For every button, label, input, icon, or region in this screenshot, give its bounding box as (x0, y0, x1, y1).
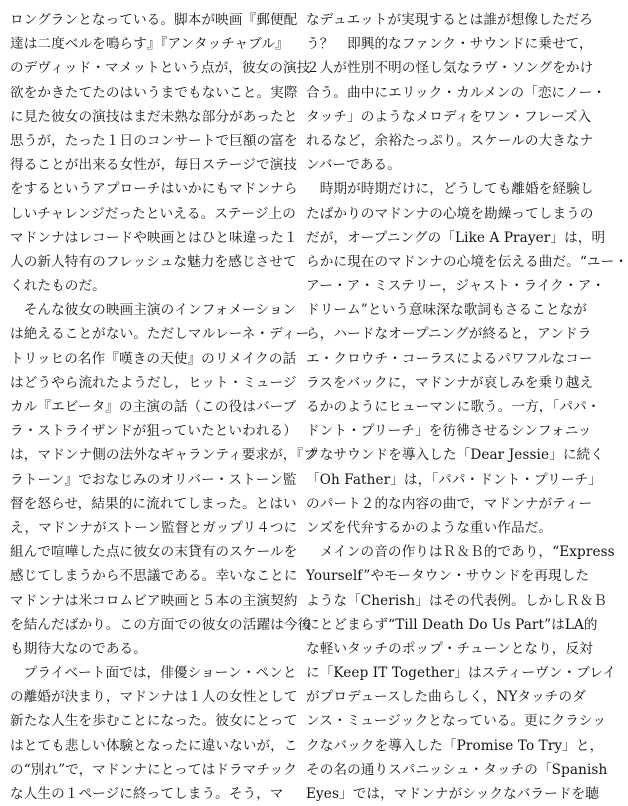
text-line: ような「Cherish」はその代表例。しかしＲ＆Ｂ (306, 592, 607, 609)
text-line: Yourself”やモータウン・サウンドを再現した (306, 568, 590, 585)
text-line: ２人が性別不明の怪し気なラヴ・ソングをかけ (306, 60, 594, 77)
text-line: らかに現在のマドンナの心境を伝える曲だ。“ユー・ (306, 253, 628, 270)
text-line: しいチャレンジだったといえる。ステージ上の (10, 205, 296, 222)
text-line: ンズを代弁するかのような重い作品だ。 (306, 519, 553, 536)
text-line: クなサウンドを導入した「Dear Jessie」に続く (306, 447, 604, 464)
text-line: タッチ」のようなメロディをワン・フレーズ入 (306, 108, 592, 125)
text-line: たばかりのマドンナの心境を勘繰ってしまうの (306, 205, 594, 222)
text-line: う？ 即興的なファンク・サウンドに乗せて， (306, 36, 593, 53)
text-line: にとどまらず“Till Death Do Us Part”はLA的 (306, 616, 598, 633)
text-line: な人生の１ページに終ってしまう。そう，マ (10, 786, 284, 802)
text-line: Eyes」では，マドンナがシックなバラードを聴 (306, 786, 599, 802)
text-line: の離婚が決まり，マドンナは１人の女性として (10, 689, 298, 706)
text-line: を結んだばかり。この方面での彼女の活躍は今後 (10, 616, 312, 633)
text-line: ンス・ミュージックとなっている。更にクラシッ (306, 713, 607, 730)
article-column-left (10, 8, 318, 806)
text-line: に「Keep IT Together」はスティーヴン・ブレイ (306, 665, 617, 682)
text-line: ラスをバックに，マドンナが哀しみを乗り越え (306, 374, 594, 391)
text-line: 人の新人特有のフレッシュな魅力を感じさせて (10, 253, 297, 270)
text-line: アー・ア・ミステリー，ジャスト・ライク・ア・ (306, 278, 606, 295)
text-line: れるなど，余裕たっぷり。スケールの大きなナ (306, 132, 594, 149)
text-line: るかのようにヒューマンに歌う。一方，「パパ・ (306, 399, 601, 415)
text-line: の“別れ”で，マドンナにとってはドラマチック (10, 761, 298, 778)
text-line: のパート２的な内容の曲で，マドンナがティー (306, 495, 593, 512)
text-line: 「Oh Father」は，「パパ・ドント・プリーチ」 (306, 471, 602, 488)
text-line: メインの音の作りはＲ＆Ｂ的であり，“Express (306, 544, 615, 561)
text-line: え，マドンナがストーン監督とガップリ４つに (10, 519, 298, 536)
text-line: な軽いタッチのポップ・チューンとなり，反対 (306, 640, 593, 657)
text-line: はとても悲しい体験となったに違いないが，こ (10, 737, 298, 754)
text-line: トリッヒの名作『嘆きの天使』のリメイクの話 (10, 350, 297, 367)
text-line: くれたものだ。 (10, 278, 106, 295)
text-line: をするというアプローチはいかにもマドンナら (10, 181, 298, 198)
text-line: ラトーン』でおなじみのオリバー・ストーン監 (10, 471, 297, 488)
text-line: 得ることが出来る女性が，毎日ステージで演技 (10, 157, 298, 174)
text-line: 時期が時期だけに，どうしても離婚を経験し (306, 181, 594, 198)
text-line: 組んで喧嘩した点に彼女の末貸有のスケールを (10, 544, 298, 561)
text-line: マドンナは米コロムビア映画と５本の主演契約 (10, 592, 298, 609)
text-line: その名の通りスパニッシュ・タッチの「Spanish (306, 761, 608, 778)
text-line: 思うが，たった１日のコンサートで巨額の富を (10, 132, 298, 149)
text-line: ドリーム”という意味深な歌詞もさることなが (306, 302, 587, 319)
text-line: 新たな人生を歩むことになった。彼女にとって (10, 713, 298, 730)
text-line: ンバーである。 (306, 157, 401, 174)
text-line: 合う。曲中にエリック・カルメンの「恋にノー・ (306, 84, 606, 101)
text-line: カル『エビータ』の主演の話（この役はバーブ (10, 399, 297, 415)
text-line: がプロデュースした曲らしく，NYタッチのダ (306, 689, 586, 706)
text-line: 欲をかきたてたのはいうまでもないこと。実際 (10, 84, 298, 101)
text-line: 督を怒らせ，結果的に流れてしまった。とはい (10, 495, 297, 512)
text-line: ら，ハードなオープニングが終ると，アンドラ (306, 326, 592, 343)
text-line: ロングランとなっている。脚本が映画『郵便配 (10, 12, 298, 28)
text-line: は，マドンナ側の法外なギャランティ要求が，『プ (10, 447, 318, 464)
article-column-right (306, 8, 628, 806)
text-line: は絶えることがない。ただしマルレーネ・ディー (10, 326, 310, 343)
text-line: ラ・ストライザンドが狙っていたといわれる） (10, 423, 297, 440)
text-line: はどうやら流れたようだし，ヒット・ミュージ (10, 374, 297, 391)
text-line: も期待大なのである。 (10, 640, 147, 657)
text-line: プライベート面では，俳優ショーン・ペンと (10, 665, 297, 682)
text-line: なデュエットが実現するとは誰が想像しただろ (306, 12, 593, 28)
text-line: エ・クロウチ・コーラスによるパワフルなコー (306, 350, 593, 367)
text-line: のデヴィッド・マメットという点が，彼女の演技 (10, 60, 311, 77)
text-line: クなバックを導入した「Promise To Try」と， (306, 737, 604, 754)
text-line: に見た彼女の演技はまだ未熟な部分があったと (10, 108, 298, 125)
text-line: そんな彼女の映画主演のインフォメーション (10, 302, 297, 319)
text-line: だが，オープニングの「Like A Prayer」は，明 (306, 229, 606, 246)
text-line: ドント・プリーチ」を彷彿させるシンフォニッ (306, 423, 592, 440)
text-line: マドンナはレコードや映画とはひと味違った１ (10, 229, 298, 246)
text-line: 感じてしまうから不思議である。幸いなことに (10, 568, 298, 585)
text-line: 達は二度ベルを鳴らす』『アンタッチャブル』 (10, 36, 289, 53)
